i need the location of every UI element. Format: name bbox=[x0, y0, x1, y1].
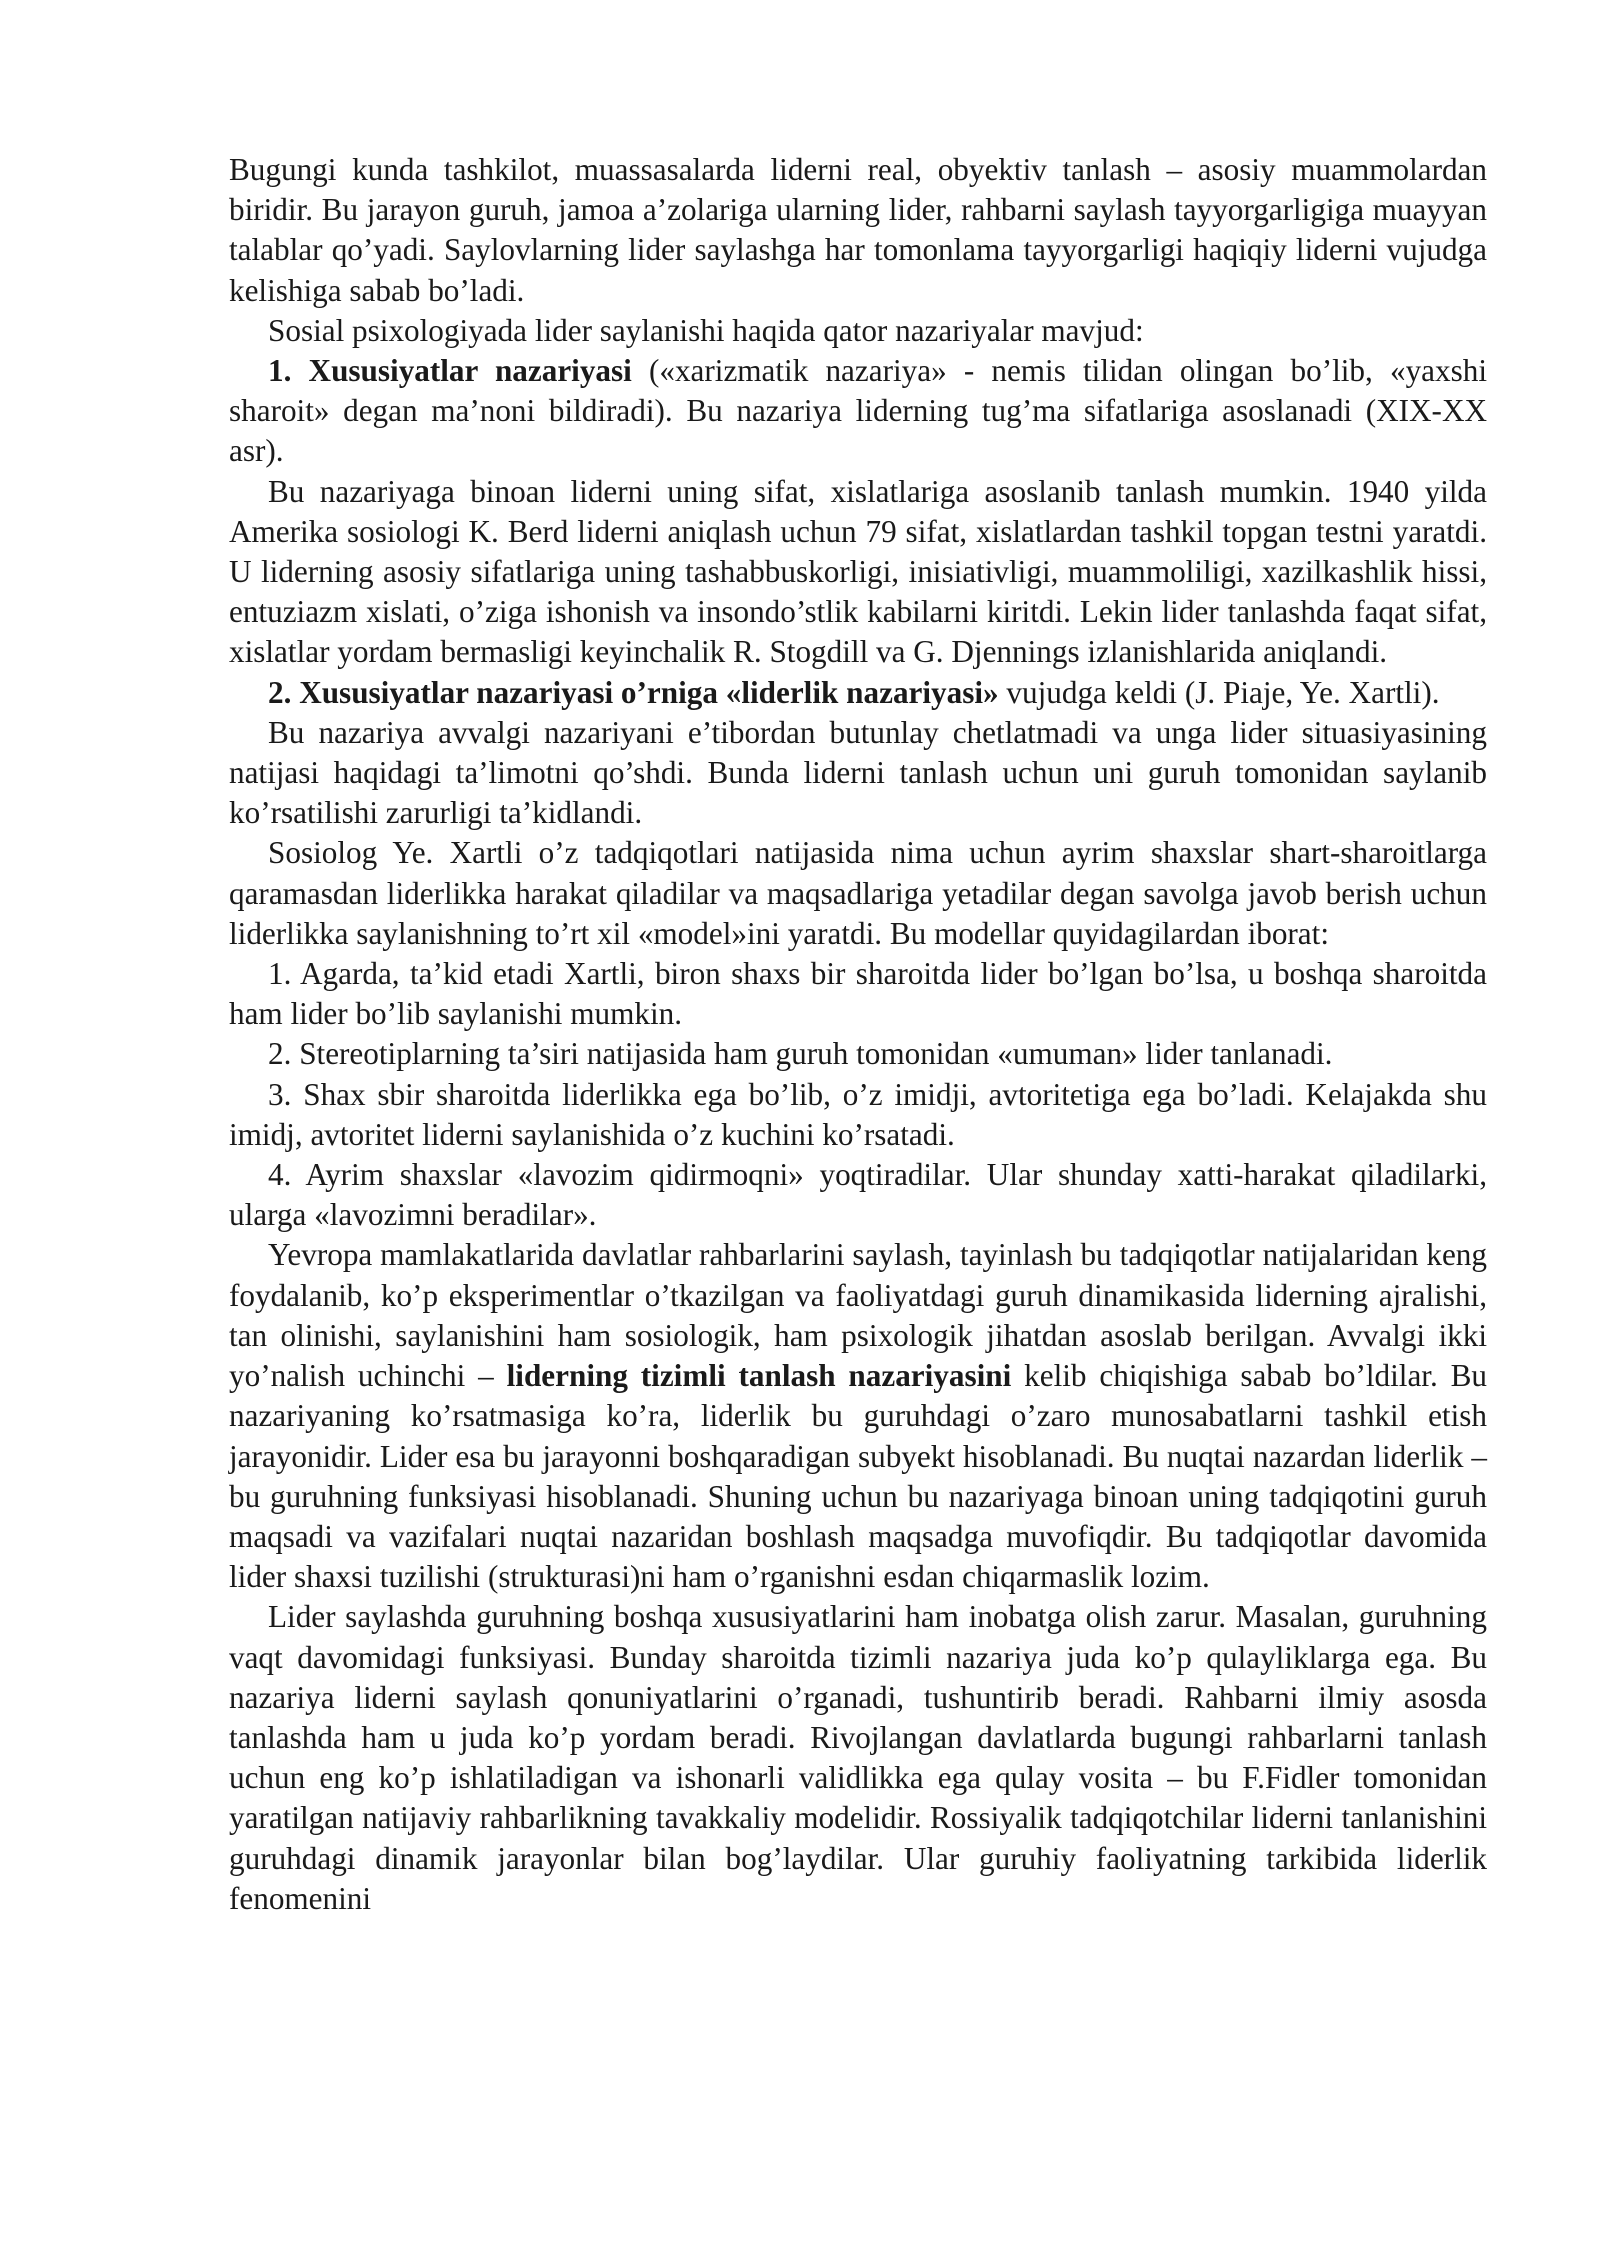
paragraph-situation bbox=[229, 713, 1487, 834]
paragraph-berd-test bbox=[229, 472, 1487, 673]
text-run: kelib chiqishiga sabab bo’ldilar. Bu nazariyaning ko’rsatmasiga ko’ra, liderlik bu guruhdagi o’zaro munosabatlarni tashkil etish jarayonidir. Lider esa bu jarayonni boshqaradigan subyekt hisoblanadi. Bu nuqtai nazardan liderlik – bu guruhning funksiyasi hisoblanadi. Shuning uchun bu nazariyaga binoan uning tadqiqotini guruh maqsadi va vazifalari nuqtai nazaridan boshlash maqsadga muvofiqdir. Bu tadqiqotlar davomida lider shaxsi tuzilishi (strukturasi)ni ham o’rganishni esdan chiqarmaslik lozim. bbox=[229, 1358, 1488, 1595]
text-run: («xarizmatik nazariya» - nemis tilidan olingan bo’lib, «yaxshi sharoit» degan ma’noni bildiradi). Bu nazariya liderning tug’ma sifatlariga asoslanadi (XIX-XX asr). bbox=[229, 353, 1487, 469]
text-run: Bu nazariyaga binoan liderni uning sifat, xislatlariga asoslanib tanlash mumkin. 1940 yilda Amerika sosiologi K. Berd liderni aniqlash uchun 79 sifat, xislatlardan tashkil topgan testni yaratdi. U liderning asosiy sifatlariga uning tashabbuskorligi, inisiativligi, muammoliligi, xazilkashlik hissi, entuziazm xislati, o’ziga ishonish va insondo’stlik kabilarni kiritdi. Lekin lider tanlashda faqat sifat, xislatlar yordam bermasligi keyinchalik R. Stogdill va G. Djennings izlanishlarida aniqlandi. bbox=[229, 473, 1487, 670]
theory-2-heading: 2. Xususiyatlar nazariyasi o’rniga «liderlik nazariyasi» bbox=[268, 674, 999, 710]
text-run: Yevropa mamlakatlarida davlatlar rahbarlarini saylash, tayinlash bu tadqiqotlar natijalaridan keng foydalanib, ko’p eksperimentlar o’tkazilgan va faoliyatdagi guruh dinamikasida liderning ajralishi, tan olinishi, saylanishini ham sosiologik, ham psixologik jihatdan asoslab berilgan. Avvalgi ikki yo’nalish uchinchi – bbox=[229, 1237, 1487, 1394]
paragraph-group-features bbox=[229, 1597, 1487, 1919]
list-item-model-3 bbox=[229, 1075, 1487, 1155]
text-run: 4. Ayrim shaxslar «lavozim qidirmoqni» yoqtiradilar. Ular shunday xatti-harakat qiladilarki, ularga «lavozimni beradilar». bbox=[229, 1157, 1487, 1233]
text-run: vujudga keldi (J. Piaje, Ye. Xartli). bbox=[998, 674, 1440, 710]
paragraph-theories-intro bbox=[229, 311, 1487, 351]
text-run: Lider saylashda guruhning boshqa xususiyatlarini ham inobatga olish zarur. Masalan, guruhning vaqt davomidagi funksiyasi. Bunday sharoitda tizimli nazariya juda ko’p qulayliklarga ega. Bu nazariya liderni saylash qonuniyatlarini o’rganadi, tushuntirib beradi. Rahbarni ilmiy asosda tanlashda ham u juda ko’p yordam beradi. Rivojlangan davlatlarda bugungi rahbarlarni tanlash uchun eng ko’p ishlatiladigan va ishonarli validlikka ega qulay vosita – bu F.Fidler tomonidan yaratilgan natijaviy rahbarlikning tavakkaliy modelidir. Rossiyalik tadqiqotchilar liderni tanlanishini guruhdagi dinamik jarayonlar bilan bog’laydilar. Ular guruhiy faoliyatning tarkibida liderlik fenomenini bbox=[229, 1599, 1487, 1916]
list-item-model-2 bbox=[229, 1034, 1487, 1074]
text-run: Sosial psixologiyada lider saylanishi haqida qator nazariyalar mavjud: bbox=[268, 312, 1144, 348]
list-item-model-1 bbox=[229, 954, 1487, 1034]
document-page bbox=[229, 150, 1487, 1919]
paragraph-xartli-models bbox=[229, 833, 1487, 954]
systemic-theory-heading: liderning tizimli tanlash nazariyasini bbox=[506, 1358, 1012, 1394]
paragraph-intro bbox=[229, 150, 1487, 311]
text-run: 2. Stereotiplarning ta’siri natijasida ham guruh tomonidan «umuman» lider tanlanadi. bbox=[268, 1036, 1333, 1072]
list-item-model-4 bbox=[229, 1155, 1487, 1235]
paragraph-europe bbox=[229, 1235, 1487, 1597]
text-run: Bu nazariya avvalgi nazariyani e’tibordan butunlay chetlatmadi va unga lider situasiyasining natijasi haqidagi ta’limotni qo’shdi. Bunda liderni tanlash uchun uni guruh tomonidan saylanib ko’rsatilishi zarurligi ta’kidlandi. bbox=[229, 714, 1487, 831]
text-run: Bugungi kunda tashkilot, muassasalarda liderni real, obyektiv tanlash – asosiy muammolardan biridir. Bu jarayon guruh, jamoa a’zolariga ularning lider, rahbarni saylash tayyorgarligiga muayyan talablar qo’yadi. Saylovlarning lider saylashga har tomonlama tayyorgarligi haqiqiy liderni vujudga kelishiga sabab bo’ladi. bbox=[229, 152, 1487, 308]
text-run: 1. Agarda, ta’kid etadi Xartli, biron shaxs bir sharoitda lider bo’lgan bo’lsa, u boshqa sharoitda ham lider bo’lib saylanishi mumkin. bbox=[229, 956, 1487, 1032]
paragraph-theory-1 bbox=[229, 351, 1487, 472]
paragraph-theory-2 bbox=[229, 673, 1487, 713]
text-run: Sosiolog Ye. Xartli o’z tadqiqotlari natijasida nima uchun ayrim shaxslar shart-sharoitlarga qaramasdan liderlikka harakat qiladilar va maqsadlariga yetadilar degan savolga javob berish uchun liderlikka saylanishning to’rt xil «model»ini yaratdi. Bu modellar quyidagilardan iborat: bbox=[229, 835, 1487, 951]
text-run: 3. Shax sbir sharoitda liderlikka ega bo’lib, o’z imidji, avtoritetiga ega bo’ladi. Kelajakda shu imidj, avtoritet liderni saylanishida o’z kuchini ko’rsatadi. bbox=[229, 1076, 1487, 1152]
theory-1-heading: 1. Xususiyatlar nazariyasi bbox=[268, 353, 632, 389]
